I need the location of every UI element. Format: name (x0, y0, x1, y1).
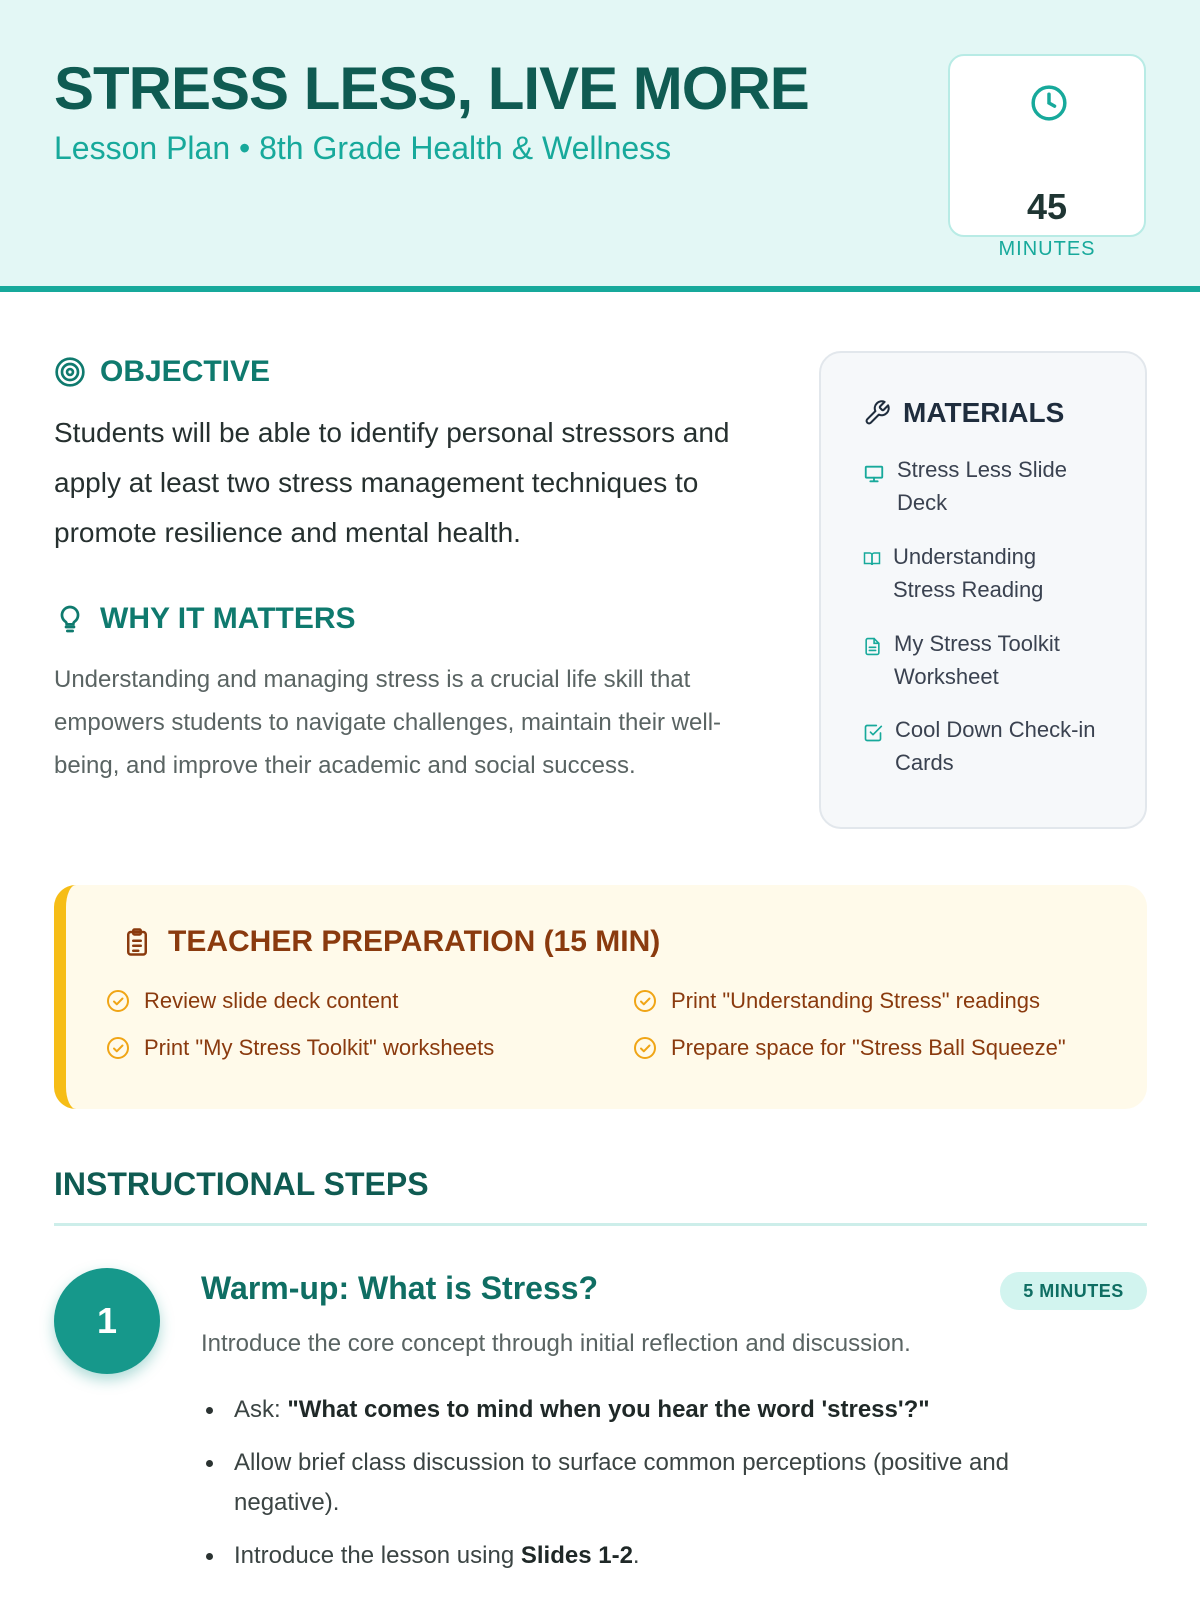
page-subtitle: Lesson Plan • 8th Grade Health & Wellness (54, 130, 672, 166)
step-bullet (201, 1536, 1121, 1576)
document-icon (863, 637, 882, 656)
material-label: Understanding Stress Reading (893, 544, 1044, 602)
step-number: 1 (54, 1268, 160, 1374)
page-header (0, 0, 1200, 292)
lightbulb-icon (54, 603, 86, 635)
prep-item (633, 1035, 1066, 1061)
prep-item (106, 988, 398, 1014)
prep-heading-label: TEACHER PREPARATION (15 MIN) (168, 925, 661, 958)
material-item (863, 453, 1107, 519)
step-duration-badge: 5 MINUTES (1000, 1272, 1147, 1310)
prep-item (106, 1035, 494, 1061)
why-text: Understanding and managing stress is a crucial life skill that empowers students to navigate challenges, maintain their well-being, and improve their academic and social success. (54, 666, 722, 779)
step-bullet (201, 1443, 1121, 1523)
prep-item-label: Print "My Stress Toolkit" worksheets (144, 1035, 495, 1060)
book-icon (863, 550, 881, 568)
bullet-emphasis: Slides 1-2 (520, 1542, 633, 1569)
bullet-suffix: . (632, 1542, 640, 1569)
why-heading (54, 602, 356, 636)
check-circle-icon (633, 989, 657, 1013)
target-icon (54, 356, 86, 388)
wrench-icon (863, 399, 891, 427)
duration-card (948, 54, 1146, 260)
bullet-emphasis: "What comes to mind when you hear the word 'stress'?" (287, 1396, 930, 1423)
material-item (863, 713, 1105, 779)
material-item (863, 627, 1104, 693)
check-circle-icon (106, 989, 130, 1013)
material-label: My Stress Toolkit Worksheet (894, 631, 1060, 689)
prep-item-label: Print "Understanding Stress" readings (671, 988, 1041, 1013)
check-circle-icon (106, 1036, 130, 1060)
material-label: Cool Down Check-in Cards (895, 717, 1096, 775)
prep-item-label: Review slide deck content (144, 988, 399, 1013)
teacher-preparation-panel (54, 885, 1147, 1109)
duration-unit: MINUTES (998, 238, 1096, 260)
step-description: Introduce the core concept through initial reflection and discussion. (201, 1330, 911, 1357)
section-divider (54, 1223, 1147, 1226)
clock-icon (1030, 84, 1068, 122)
objective-text: Students will be able to identify personal stressors and apply at least two stress management techniques to promote resilience and mental health. (54, 417, 730, 548)
check-circle-icon (633, 1036, 657, 1060)
instructional-steps-heading: INSTRUCTIONAL STEPS (54, 1166, 429, 1202)
step-title: Warm-up: What is Stress? (201, 1270, 599, 1306)
page-title: STRESS LESS, LIVE MORE (54, 55, 809, 122)
presentation-icon (863, 463, 885, 485)
step-bullet (201, 1390, 1121, 1430)
clipboard-icon (122, 927, 152, 957)
material-item (863, 540, 1103, 606)
duration-value: 45 (1026, 186, 1068, 227)
bullet-text: Introduce the lesson using (234, 1542, 521, 1569)
material-label: Stress Less Slide Deck (897, 457, 1067, 515)
materials-heading (863, 397, 1064, 429)
materials-heading-label: MATERIALS (903, 397, 1065, 428)
materials-panel (819, 351, 1147, 829)
checkbox-icon (863, 723, 883, 743)
step-bullet-list (201, 1390, 1121, 1589)
objective-heading-label: OBJECTIVE (100, 355, 271, 388)
why-heading-label: WHY IT MATTERS (100, 602, 356, 635)
bullet-text: Ask: (234, 1396, 288, 1423)
bullet-text: Allow brief class discussion to surface common perceptions (positive and negative). (234, 1449, 1010, 1516)
prep-heading (122, 925, 660, 959)
prep-item-label: Prepare space for "Stress Ball Squeeze" (671, 1035, 1066, 1060)
prep-item (633, 988, 1040, 1014)
objective-heading (54, 355, 270, 389)
